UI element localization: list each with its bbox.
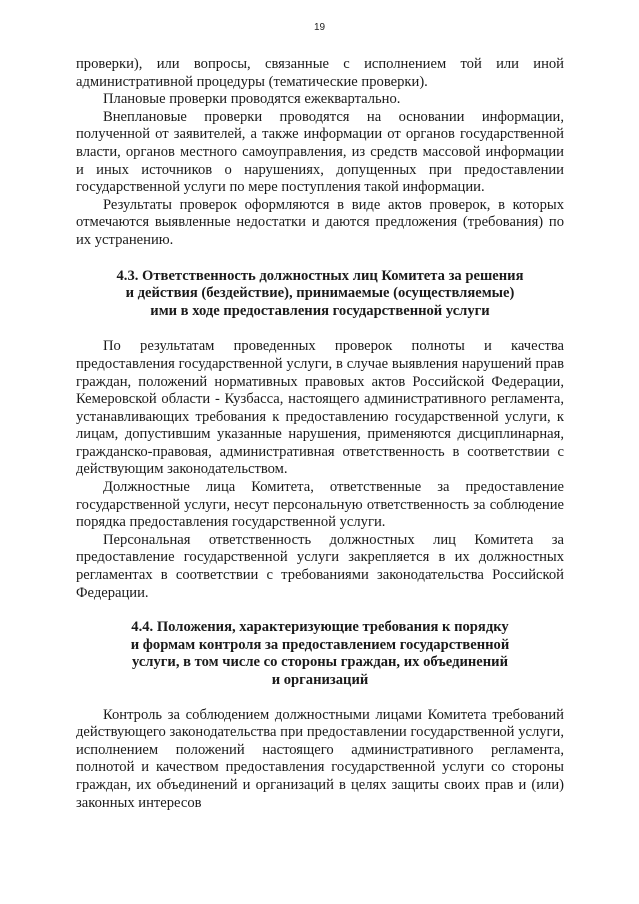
paragraph-liability: По результатам проведенных проверок полноты и качества предоставления государственной услуги, в случае выявления нарушений прав граждан, положений нормативных правовых актов Российской Федерации, Кемеровской области - Кузбасса, настоящего административного регламента, устанавливающих требования к предоставлению государственной услуги, к лицам, допустившим указанные нарушения, применяются дисциплинарная, гражданско-правовая, административная ответственность в соответствии с действующим законодательством. [76, 338, 564, 478]
section-heading-4-3 [76, 268, 564, 321]
paragraph-control: Контроль за соблюдением должностными лицами Комитета требований действующего законодательства при предоставлении государственной услуги, исполнением положений настоящего административного регламента, полнотой и качеством предоставления государственной услуги со стороны граждан, их объединений и организаций в целях защиты своих прав и (или) законных интересов [76, 706, 564, 811]
paragraph-unplanned-checks: Внеплановые проверки проводятся на основании информации, полученной от заявителей, а также информации от органов государственной власти, органов местного самоуправления, из средств массовой информации и иных источников о нарушениях, допущенных при предоставлении государственной услуги по мере поступления такой информации. [76, 108, 564, 196]
page-number: 19 [313, 22, 326, 33]
heading-line: 4.4. Положения, характеризующие требования к порядку [131, 619, 509, 636]
paragraph-check-results: Результаты проверок оформляются в виде актов проверок, в которых отмечаются выявленные недостатки и даются предложения (требования) по их устранению. [76, 196, 564, 248]
heading-line: услуги, в том числе со стороны граждан, их объединений [131, 654, 508, 671]
paragraph-continuation: проверки), или вопросы, связанные с исполнением той или иной административной процедуры (тематические проверки). [76, 56, 564, 90]
section-heading-4-4 [76, 619, 564, 689]
document-body [76, 56, 564, 812]
heading-line: ими в ходе предоставления государственной услуги [150, 302, 490, 319]
heading-line: 4.3. Ответственность должностных лиц Комитета за решения [116, 267, 524, 284]
heading-line: и формам контроля за предоставлением государственной [130, 636, 510, 653]
paragraph-job-regulations: Персональная ответственность должностных лиц Комитета за предоставление государственной услуги закрепляется в их должностных регламентах в соответствии с требованиями законодательства Российской Федерации. [76, 531, 564, 601]
paragraph-personal-responsibility: Должностные лица Комитета, ответственные за предоставление государственной услуги, несут персональную ответственность за соблюдение порядка предоставления государственной услуги. [76, 479, 564, 531]
heading-line: и организаций [271, 672, 369, 688]
heading-line: и действия (бездействие), принимаемые (осуществляемые) [125, 285, 515, 302]
paragraph-planned-checks: Плановые проверки проводятся ежеквартально. [103, 91, 401, 108]
